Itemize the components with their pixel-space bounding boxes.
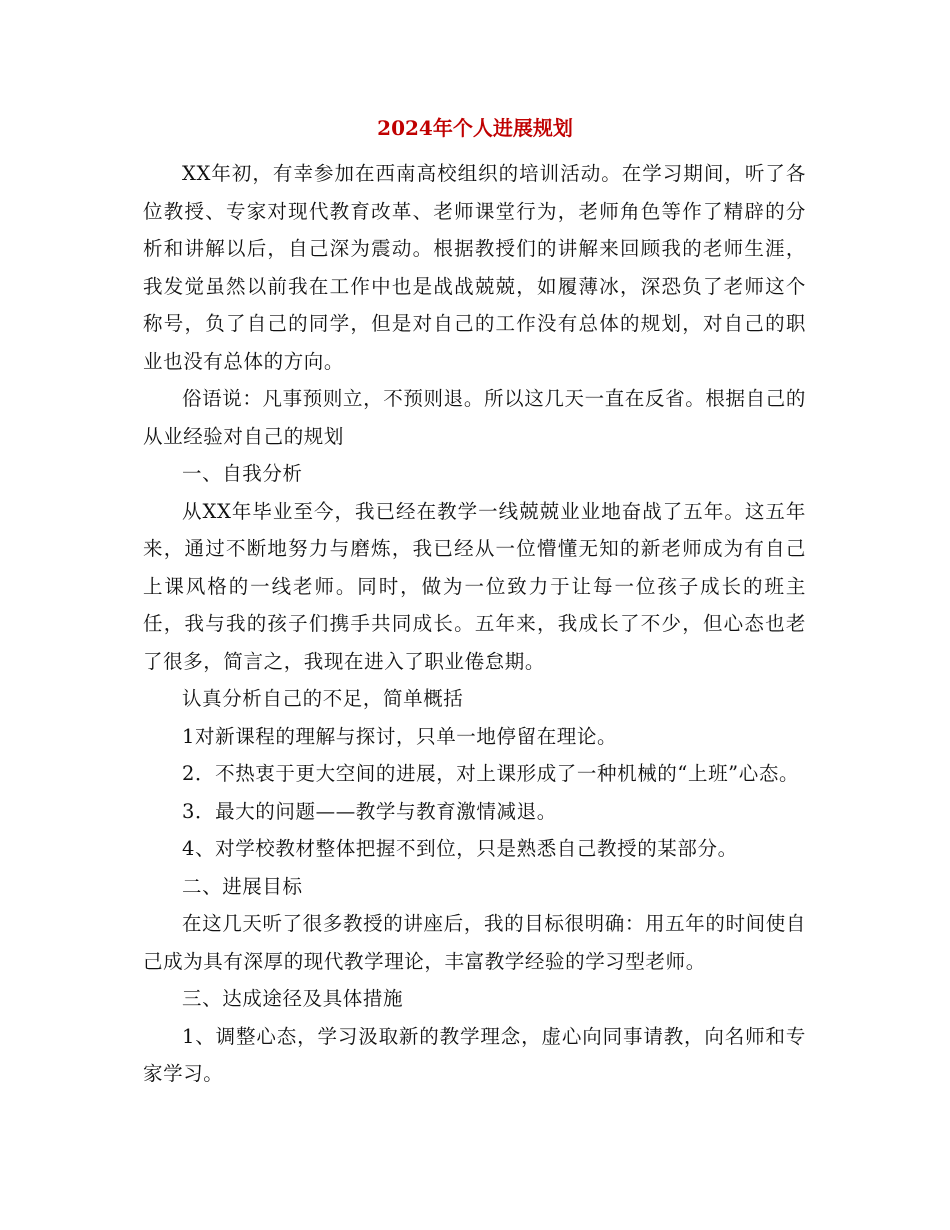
list-item-shortcoming-2: 2．不热衷于更大空间的进展，对上课形成了一种机械的“上班”心态。 [182, 762, 800, 785]
paragraph-proverb: 俗语说：凡事预则立，不预则退。所以这几天一直在反省。根据自己的从业经验对自己的规划 [143, 387, 806, 448]
paragraph-intro: XX年初，有幸参加在西南高校组织的培训活动。在学习期间，听了各位教授、专家对现代教育改革、老师课堂行为，老师角色等作了精辟的分析和讲解以后，自己深为震动。根据教授们的讲解来回顾我的老师生涯，我发觉虽然以前我在工作中也是战战兢兢，如履薄冰，深恐负了老师这个称号，负了自己的同学，但是对自己的工作没有总体的规划，对自己的职业也没有总体的方向。 [143, 162, 806, 373]
list-item-shortcoming-1: 1对新课程的理解与探讨，只单一地停留在理论。 [182, 724, 618, 748]
section-heading-measures: 三、达成途径及具体措施 [182, 987, 404, 1010]
list-item-shortcoming-3: 3．最大的问题——教学与教育激情减退。 [182, 799, 557, 823]
section-heading-goals: 二、进展目标 [182, 874, 303, 898]
list-item-measure-1: 1、调整心态，学习汲取新的教学理念，虚心向同事请教，向名师和专家学习。 [143, 1024, 806, 1085]
section-heading-self-analysis: 一、自我分析 [182, 462, 303, 485]
list-item-shortcoming-4: 4、对学校教材整体把握不到位，只是熟悉自己教授的某部分。 [182, 837, 738, 860]
paragraph-shortcomings-intro: 认真分析自己的不足，简单概括 [182, 687, 464, 710]
paragraph-goals: 在这几天听了很多教授的讲座后，我的目标很明确：用五年的时间使自己成为具有深厚的现代教学理论，丰富教学经验的学习型老师。 [143, 912, 806, 973]
document-title: 2024年个人进展规划 [377, 116, 573, 140]
document-body [143, 155, 806, 1093]
paragraph-self-analysis: 从XX年毕业至今，我已经在教学一线兢兢业业地奋战了五年。这五年来，通过不断地努力与磨炼，我已经从一位懵懂无知的新老师成为有自己上课风格的一线老师。同时，做为一位致力于让每一位孩子成长的班主任，我与我的孩子们携手共同成长。五年来，我成长了不少，但心态也老了很多，简言之，我现在进入了职业倦怠期。 [143, 499, 806, 673]
